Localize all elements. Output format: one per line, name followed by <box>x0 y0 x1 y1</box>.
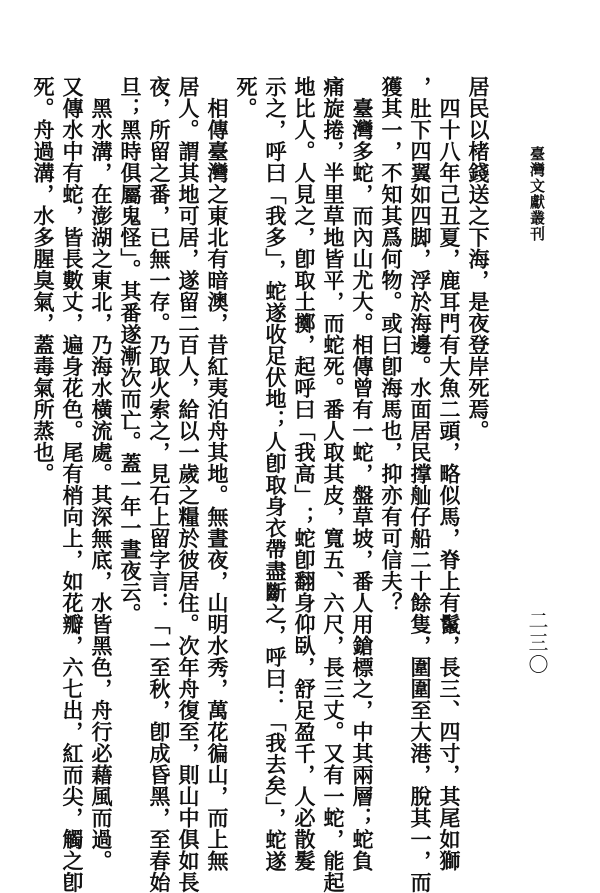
text-column: 黑水溝，在澎湖之東北，乃海水橫流處。其深無底，水皆黑色，舟行必藉風而過。 <box>89 76 114 872</box>
text-column: 居民以楮錢送之下海，是夜登岸死焉。 <box>466 76 491 442</box>
text-column: ，肚下四翼如四脚，浮於海邊。水面居民撑舢仔船二十餘隻，圍圍至大港，脫其一，而 <box>408 76 433 893</box>
text-column: 四十八年己丑夏，鹿耳門有大魚二頭，略似馬，脊上有鬣，長三、四寸，其尾如獅 <box>437 76 462 872</box>
text-column: 旦；黑時俱屬鬼怪」。其番遂漸次而亡。蓋一年一晝夜云。 <box>118 76 143 625</box>
text-column: 死。 <box>234 76 259 119</box>
text-column: 死。舟過溝，水多腥臭氣，蓋毒氣所蒸也。 <box>31 76 56 485</box>
text-column: 臺灣多蛇，而內山尤大。相傳曾有一蛇，盤草坡，番人用鎗標之，中其兩層；蛇負 <box>350 76 375 872</box>
text-column: 示之，呼曰「我多」，蛇遂收足伏地；人卽取身衣帶盡斷之，呼曰：「我去矣」，蛇遂 <box>263 76 288 872</box>
text-column: 相傳臺灣之東北有暗澳，昔紅夷泊舟其地。無晝夜，山明水秀，萬花徧山，而上無 <box>205 76 230 872</box>
text-column: 地比人。人見之，卽取土擲，起呼曰「我高」；蛇卽翻身仰臥，舒足盈千，人必散髮 <box>292 76 317 872</box>
text-column: 痛旋捲，半里草地皆平，而蛇死。番人取其皮，寬五、六尺，長三丈。又有一蛇，能起 <box>321 76 346 893</box>
text-column: 又傳水中有蛇，皆長數丈，遍身花色。尾有梢向上，如花瓣，六七出，紅而尖，觸之卽 <box>60 76 85 893</box>
page-number: 二三〇 <box>525 610 549 676</box>
series-title: 臺灣文獻叢刊 <box>528 146 546 242</box>
text-column: 獲其一，不知其爲何物。或曰卽海馬也，抑亦有可信夫？ <box>379 76 404 614</box>
text-column: 夜，所留之番，已無一存。乃取火索之，見石上留字言：「一至秋，卽成昏黑，至春始 <box>147 76 172 893</box>
text-column: 居人。謂其地可居，遂留二百人，給以一歲之糧於彼居住。次年舟復至，則山中俱如長 <box>176 76 201 893</box>
